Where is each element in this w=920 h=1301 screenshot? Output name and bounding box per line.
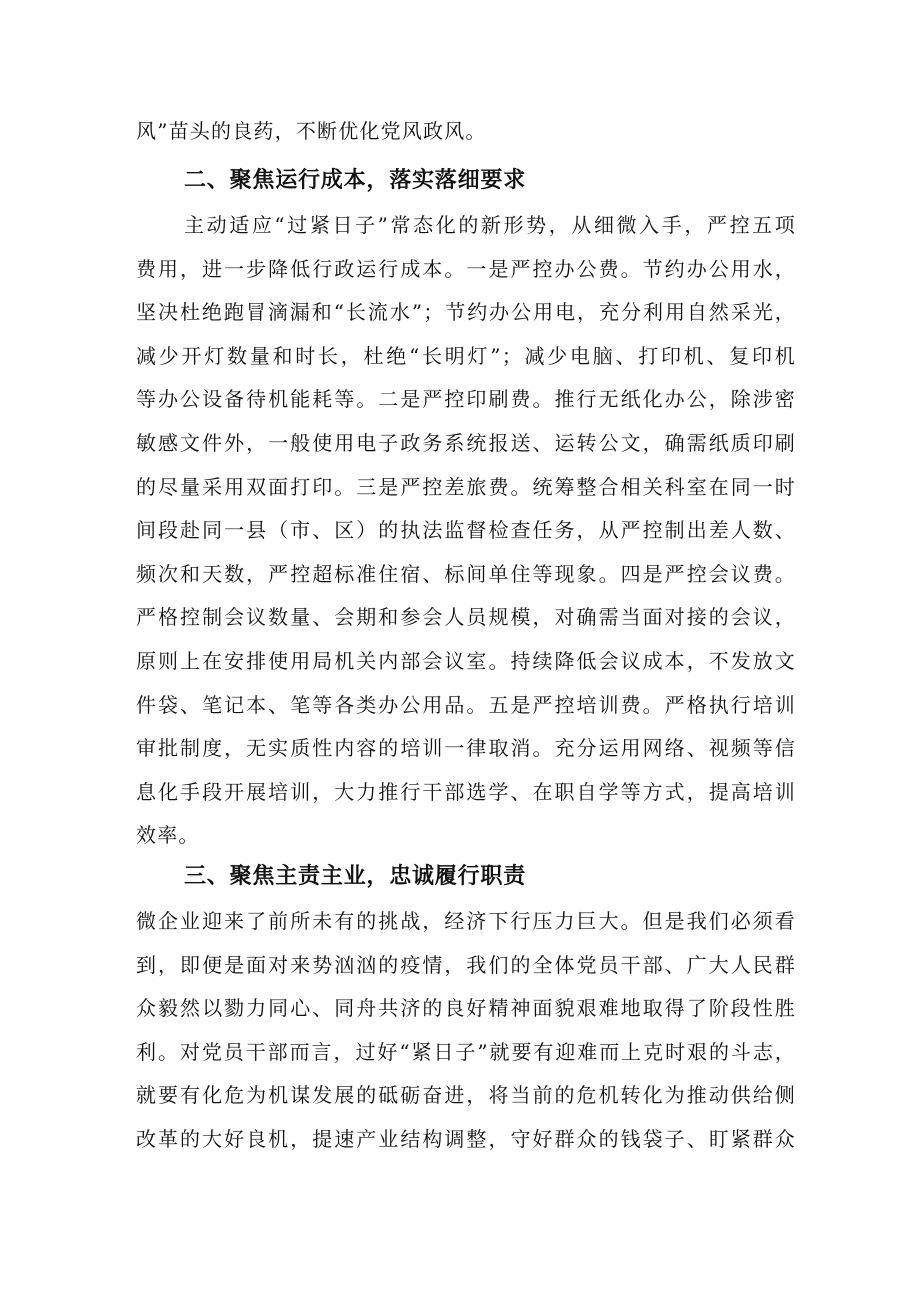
paragraph-line: 息化手段开展培训，大力推行干部选学、在职自学等方式，提高培训	[136, 779, 796, 804]
paragraph-line: 严格控制会议数量、会期和参会人员规模，对确需当面对接的会议，	[136, 605, 796, 630]
paragraph-line: 到，即便是面对来势汹汹的疫情，我们的全体党员干部、广大人民群	[136, 952, 796, 977]
section-three-heading: 三、聚焦主责主业，忠诚履行职责	[184, 864, 527, 889]
paragraph-line: 频次和天数，严控超标准住宿、标间单住等现象。四是严控会议费。	[136, 561, 796, 586]
section-three-paragraph	[136, 900, 796, 1162]
paragraph-line: 改革的大好良机，提速产业结构调整，守好群众的钱袋子、盯紧群众	[136, 1126, 796, 1151]
paragraph-line: 就要有化危为机谋发展的砥砺奋进，将当前的危机转化为推动供给侧	[136, 1083, 796, 1108]
paragraph-line: 原则上在安排使用局机关内部会议室。持续降低会议成本，不发放文	[136, 648, 796, 673]
paragraph-line: 的尽量采用双面打印。三是严控差旅费。统筹整合相关科室在同一时	[136, 474, 796, 499]
paragraph-line: 敏感文件外，一般使用电子政务系统报送、运转公文，确需纸质印刷	[136, 430, 796, 455]
section-two-paragraph	[136, 204, 796, 858]
section-two-heading: 二、聚焦运行成本，落实落细要求	[184, 168, 527, 193]
paragraph-line: 等办公设备待机能耗等。二是严控印刷费。推行无纸化办公，除涉密	[136, 387, 796, 412]
paragraph-line: 件袋、笔记本、笔等各类办公用品。五是严控培训费。严格执行培训	[136, 692, 796, 717]
paragraph-line: 主动适应“过紧日子”常态化的新形势，从细微入手，严控五项	[184, 213, 796, 237]
paragraph-line: 费用，进一步降低行政运行成本。一是严控办公费。节约办公用水，	[136, 256, 796, 281]
paragraph-line: 微企业迎来了前所未有的挑战，经济下行压力巨大。但是我们必须看	[136, 909, 796, 933]
paragraph-line: 利。对党员干部而言，过好“紧日子”就要有迎难而上克时艰的斗志，	[136, 1039, 796, 1064]
paragraph-line: 众毅然以勠力同心、同舟共济的良好精神面貌艰难地取得了阶段性胜	[136, 996, 796, 1021]
paragraph-line: 坚决杜绝跑冒滴漏和“长流水”；节约办公用电，充分利用自然采光，	[136, 300, 796, 325]
paragraph-line: 效率。	[136, 823, 200, 848]
continuation-line: 风”苗头的良药，不断优化党风政风。	[136, 119, 487, 143]
paragraph-line: 间段赴同一县（市、区）的执法监督检查任务，从严控制出差人数、	[136, 518, 796, 543]
paragraph-line: 审批制度，无实质性内容的培训一律取消。充分运用网络、视频等信	[136, 736, 796, 761]
paragraph-line: 减少开灯数量和时长，杜绝“长明灯”；减少电脑、打印机、复印机	[136, 343, 796, 368]
